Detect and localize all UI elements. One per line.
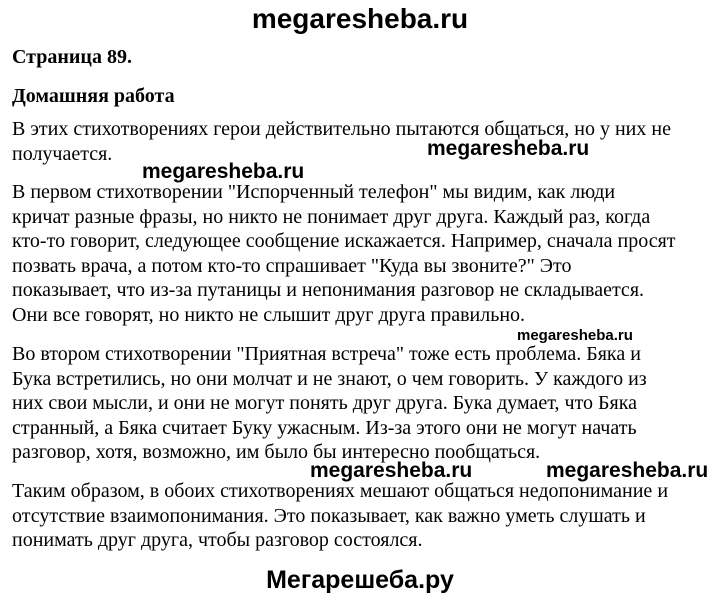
site-brand-header: megaresheba.ru [251,3,469,34]
paragraph-second-poem [12,342,712,465]
text-line: показывает, что из-за путаницы и непонимания разговор не складывается. [12,279,645,302]
text-line: позвать врача, а потом кто-то спрашивает "Куда вы звоните?" Это [12,254,572,277]
text-line: отсутствие взаимопонимания. Это показывает, как важно уметь слушать и [12,504,646,527]
page-title: Страница 89. [12,46,132,68]
watermark-text: megaresheba.ru [546,459,709,482]
paragraph-first-poem [12,180,712,328]
text-line: Они все говорят, но никто не слышит друг друга правильно. [12,303,526,326]
text-line: Таким образом, в обоих стихотворениях мешают общаться недопонимание и [12,480,669,502]
text-line: них свои мысли, и они не могут понять друг друга. Бука думает, что Бяка [12,392,638,415]
paragraph-conclusion [12,479,712,553]
paragraph-intro [12,117,712,166]
watermark-text: megaresheba.ru [427,137,590,160]
text-line: Бука встретились, но они молчат и не знают, о чем говорить. У каждого из [12,367,647,390]
text-line: В первом стихотворении "Испорченный телефон" мы видим, как люди [12,181,616,203]
watermark-text: megaresheba.ru [310,459,473,482]
text-line: получается. [12,142,113,165]
watermark-text: megaresheba.ru [517,327,633,344]
text-line: кто-то говорит, следующее сообщение искажается. Например, сначала просят [12,230,676,253]
text-line: кричат разные фразы, но никто не понимает друг друга. Каждый раз, когда [12,205,651,228]
section-heading: Домашняя работа [12,85,175,107]
text-line: В этих стихотворениях герои действительно пытаются общаться, но у них не [12,118,671,140]
watermark-text: megaresheba.ru [142,160,305,183]
text-line: разговор, хотя, возможно, им было бы интересно пообщаться. [12,441,541,464]
text-line: Во втором стихотворении "Приятная встреча" тоже есть проблема. Бяка и [12,343,641,365]
text-line: странный, а Бяка считает Буку ужасным. Из-за этого они не могут начать [12,416,637,439]
site-brand-footer: Мегарешеба.ру [266,566,454,594]
text-line: понимать друг друга, чтобы разговор состоялся. [12,529,423,552]
